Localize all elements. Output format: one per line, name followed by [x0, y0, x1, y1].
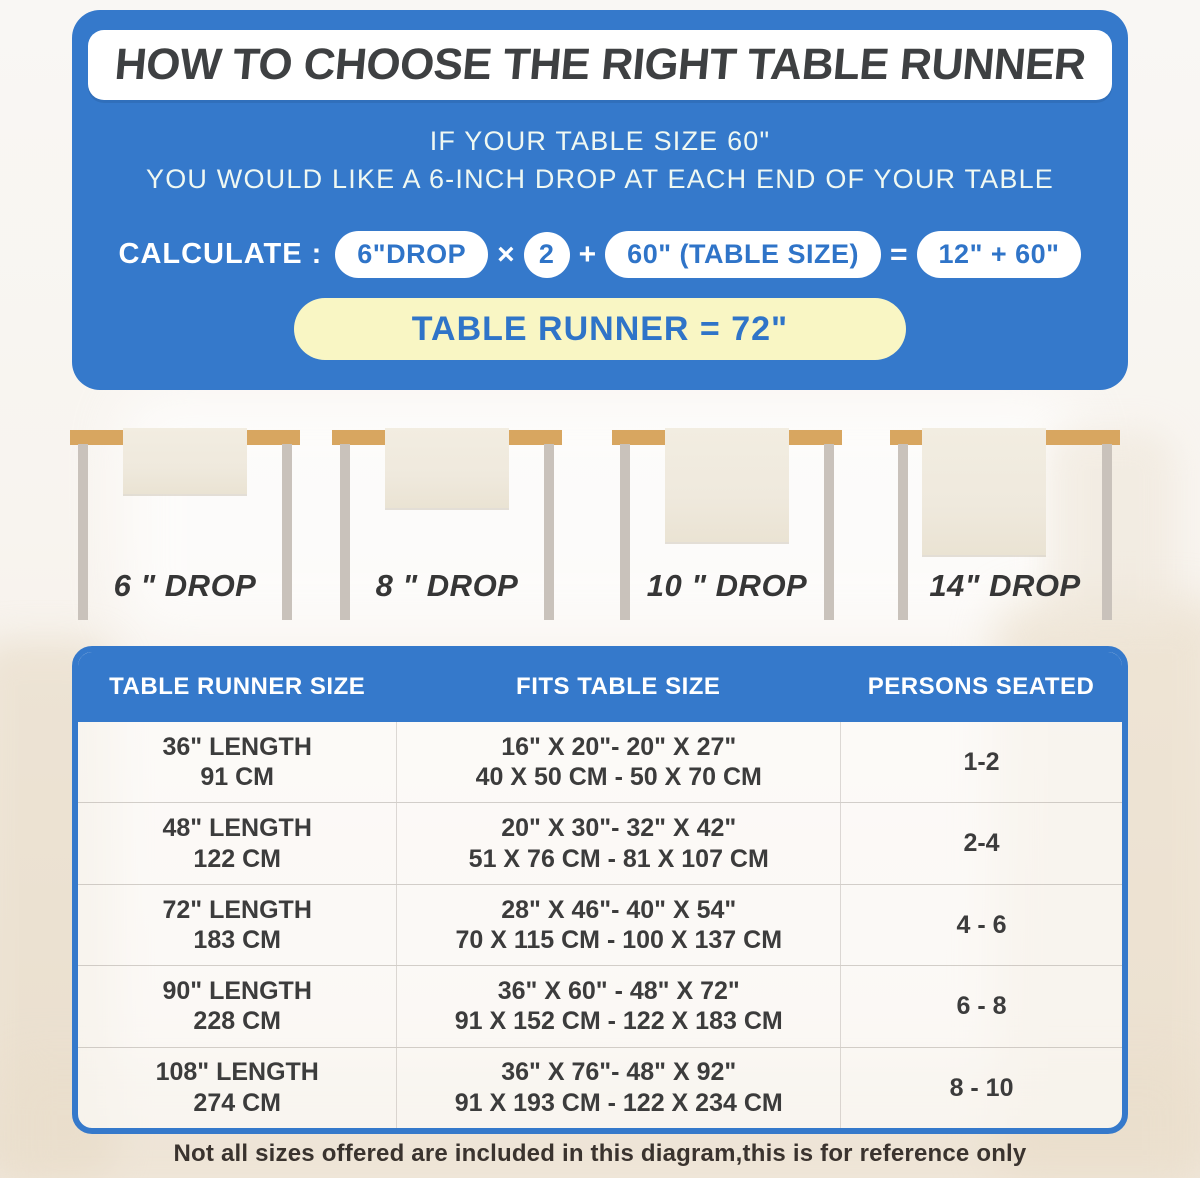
fits-table-inches: 28" X 46"- 40" X 54" — [501, 895, 737, 924]
size-chart-row — [78, 965, 1122, 1046]
persons-seated-cell — [840, 885, 1122, 965]
runner-size-cell — [78, 803, 396, 883]
fits-table-cell — [396, 722, 840, 802]
multiply-sign: × — [497, 237, 515, 271]
runner-size-inches: 36" LENGTH — [162, 732, 312, 761]
drop-label: 10 " DROP — [646, 568, 808, 603]
size-chart-row — [78, 802, 1122, 883]
runner-size-inches: 90" LENGTH — [162, 976, 312, 1005]
page-title: HOW TO CHOOSE THE RIGHT TABLE RUNNER — [112, 40, 1088, 89]
calculate-label: CALCULATE : — [118, 238, 323, 270]
fits-table-cm: 91 X 152 CM - 122 X 183 CM — [454, 1007, 783, 1036]
table-illustration-6-drop — [70, 430, 300, 625]
fits-table-cell — [396, 1048, 840, 1128]
size-chart-row — [78, 722, 1122, 802]
persons-seated: 6 - 8 — [956, 992, 1007, 1021]
fits-table-cell — [396, 885, 840, 965]
fits-table-inches: 16" X 20"- 20" X 27" — [501, 732, 737, 761]
fits-table-cm: 51 X 76 CM - 81 X 107 CM — [468, 844, 769, 873]
fits-table-cell — [396, 803, 840, 883]
runner-size-inches: 48" LENGTH — [162, 814, 312, 843]
persons-seated-cell — [840, 1048, 1122, 1128]
fits-table-cm: 91 X 193 CM - 122 X 234 CM — [454, 1088, 783, 1117]
runner-fabric-graphic — [123, 428, 247, 494]
table-runner-total-pill — [294, 298, 906, 360]
result-pill: 12" + 60" — [917, 231, 1082, 278]
drop-label: 6 " DROP — [113, 568, 257, 603]
table-illustration-14-drop — [890, 430, 1120, 625]
drop-value-pill: 6"DROP — [335, 231, 488, 278]
table-illustration-10-drop — [612, 430, 842, 625]
size-chart-header — [78, 652, 1122, 722]
runner-size-cell — [78, 1048, 396, 1128]
plus-sign: + — [578, 237, 597, 271]
table-illustration-8-drop — [332, 430, 562, 625]
fits-table-inches: 36" X 76"- 48" X 92" — [501, 1058, 737, 1087]
persons-seated: 8 - 10 — [949, 1073, 1014, 1102]
multiplier-pill: 2 — [524, 232, 570, 278]
fits-table-inches: 20" X 30"- 32" X 42" — [501, 814, 737, 843]
fits-table-cm: 70 X 115 CM - 100 X 137 CM — [455, 926, 783, 955]
runner-size-cell — [78, 966, 396, 1046]
size-chart-panel — [72, 646, 1128, 1134]
runner-size-inches: 72" LENGTH — [162, 895, 312, 924]
drop-examples — [0, 430, 1200, 630]
runner-size-cm: 183 CM — [193, 926, 281, 955]
persons-seated-cell — [840, 966, 1122, 1046]
drop-label: 14" DROP — [929, 568, 1081, 603]
column-header-persons-seated: PERSONS SEATED — [867, 673, 1095, 700]
persons-seated-cell — [840, 803, 1122, 883]
size-chart-row — [78, 1047, 1122, 1128]
runner-fabric-graphic — [385, 428, 509, 508]
persons-seated: 4 - 6 — [956, 910, 1007, 939]
runner-size-cm: 122 CM — [193, 844, 281, 873]
column-header-runner-size: TABLE RUNNER SIZE — [109, 673, 366, 700]
persons-seated-cell — [840, 722, 1122, 802]
intro-line-1: IF YOUR TABLE SIZE 60" — [429, 126, 771, 156]
footer-note: Not all sizes offered are included in this diagram,this is for reference only — [173, 1140, 1027, 1167]
runner-size-cell — [78, 722, 396, 802]
runner-size-cm: 228 CM — [193, 1007, 281, 1036]
persons-seated: 1-2 — [963, 747, 1000, 776]
table-runner-total: TABLE RUNNER = 72" — [411, 309, 789, 348]
runner-fabric-graphic — [665, 428, 789, 542]
size-chart-row — [78, 884, 1122, 965]
runner-size-cm: 274 CM — [193, 1088, 281, 1117]
persons-seated: 2-4 — [963, 829, 1000, 858]
title-banner — [88, 30, 1112, 100]
fits-table-inches: 36" X 60" - 48" X 72" — [497, 976, 740, 1005]
fits-table-cm: 40 X 50 CM - 50 X 70 CM — [475, 763, 762, 792]
intro-line-2: YOU WOULD LIKE A 6-INCH DROP AT EACH END OF YOUR TABLE — [145, 164, 1054, 194]
intro-panel — [72, 10, 1128, 390]
runner-size-inches: 108" LENGTH — [155, 1058, 319, 1087]
fits-table-cell — [396, 966, 840, 1046]
equals-sign: = — [890, 237, 908, 271]
size-chart-body — [78, 722, 1122, 1128]
calculation-row — [72, 231, 1128, 278]
table-size-pill: 60" (TABLE SIZE) — [605, 231, 881, 278]
drop-label: 8 " DROP — [375, 568, 519, 603]
runner-size-cm: 91 CM — [200, 763, 275, 792]
column-header-fits-table: FITS TABLE SIZE — [516, 673, 721, 700]
runner-size-cell — [78, 885, 396, 965]
runner-fabric-graphic — [922, 428, 1046, 555]
